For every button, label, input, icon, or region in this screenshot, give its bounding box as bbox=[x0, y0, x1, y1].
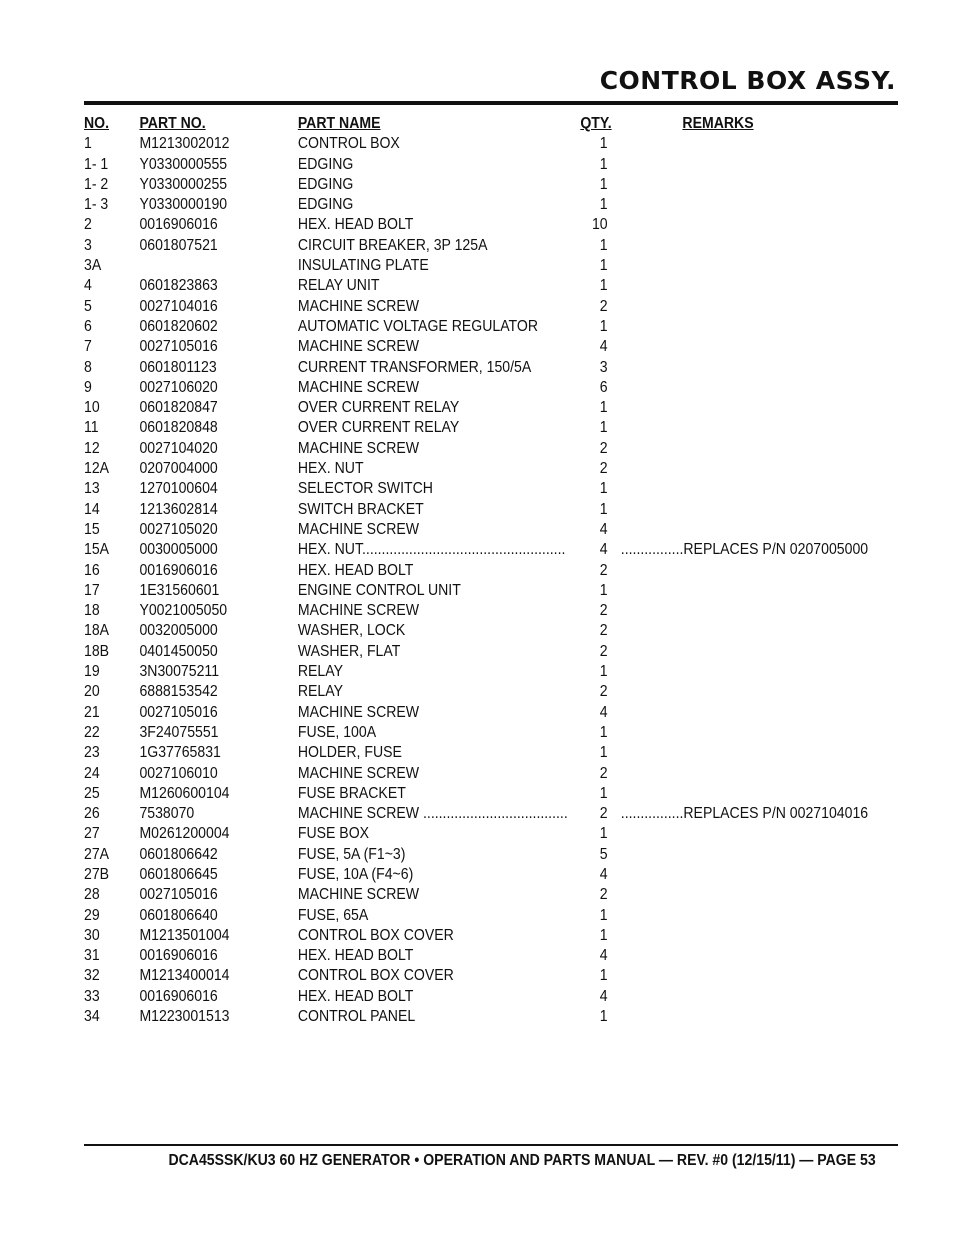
table-row bbox=[84, 601, 898, 621]
quantity: 2 bbox=[599, 805, 608, 823]
part-number: 0601807521 bbox=[139, 236, 218, 254]
table-row bbox=[84, 195, 898, 215]
title-rule bbox=[84, 101, 898, 105]
part-name: CIRCUIT BREAKER, 3P 125A bbox=[297, 236, 488, 254]
part-name: HEX. HEAD BOLT bbox=[297, 987, 414, 1005]
quantity: 1 bbox=[599, 480, 608, 498]
quantity: 1 bbox=[599, 317, 608, 335]
part-name: RELAY bbox=[297, 683, 343, 701]
part-number: 3F24075551 bbox=[139, 723, 219, 741]
quantity: 4 bbox=[599, 541, 608, 559]
part-number: 1G37765831 bbox=[139, 744, 221, 762]
item-number: 34 bbox=[84, 1008, 100, 1026]
page-footer: DCA45SSK/KU3 60 HZ GENERATOR • OPERATION AND PARTS MANUAL — REV. #0 (12/15/11) — PAGE 53 bbox=[168, 1152, 876, 1169]
part-number: 0016906016 bbox=[139, 561, 218, 579]
table-row bbox=[84, 520, 898, 540]
quantity: 5 bbox=[599, 845, 608, 863]
remarks: ................REPLACES P/N 0027104016 bbox=[620, 805, 869, 823]
item-number: 1 bbox=[84, 135, 92, 153]
part-number: 0027106010 bbox=[139, 764, 218, 782]
item-number: 31 bbox=[84, 947, 100, 965]
part-name: MACHINE SCREW bbox=[297, 439, 420, 457]
quantity: 2 bbox=[599, 622, 608, 640]
part-name: CONTROL BOX COVER bbox=[297, 926, 454, 944]
part-name: HOLDER, FUSE bbox=[297, 744, 402, 762]
table-row bbox=[84, 642, 898, 662]
part-number: 0027104020 bbox=[139, 439, 218, 457]
item-number: 20 bbox=[84, 683, 100, 701]
item-number: 30 bbox=[84, 926, 100, 944]
item-number: 12A bbox=[84, 460, 110, 478]
table-row bbox=[84, 723, 898, 743]
part-name: MACHINE SCREW ..................................... bbox=[297, 805, 568, 823]
table-row bbox=[84, 378, 898, 398]
part-number: 1E31560601 bbox=[139, 581, 220, 599]
item-number: 25 bbox=[84, 784, 100, 802]
header-part-name: PART NAME bbox=[297, 115, 381, 132]
part-name: FUSE, 65A bbox=[297, 906, 369, 924]
item-number: 15A bbox=[84, 541, 110, 559]
part-name: ENGINE CONTROL UNIT bbox=[297, 581, 461, 599]
part-number: 0027104016 bbox=[139, 297, 218, 315]
part-name: FUSE BOX bbox=[297, 825, 370, 843]
item-number: 16 bbox=[84, 561, 100, 579]
table-row bbox=[84, 784, 898, 804]
part-number: M0261200004 bbox=[139, 825, 230, 843]
table-row bbox=[84, 662, 898, 682]
item-number: 3 bbox=[84, 236, 92, 254]
item-number: 27 bbox=[84, 825, 100, 843]
part-number: 3N30075211 bbox=[139, 663, 220, 681]
table-row bbox=[84, 276, 898, 296]
part-number: 0027105016 bbox=[139, 886, 218, 904]
quantity: 6 bbox=[599, 378, 608, 396]
item-number: 27A bbox=[84, 845, 110, 863]
part-name: MACHINE SCREW bbox=[297, 378, 420, 396]
item-number: 1- 2 bbox=[84, 175, 109, 193]
page-title: CONTROL BOX ASSY. bbox=[599, 66, 896, 95]
part-name: MACHINE SCREW bbox=[297, 764, 420, 782]
item-number: 29 bbox=[84, 906, 100, 924]
table-row bbox=[84, 581, 898, 601]
part-number: 0601820602 bbox=[139, 317, 218, 335]
quantity: 4 bbox=[599, 947, 608, 965]
part-name: MACHINE SCREW bbox=[297, 602, 420, 620]
item-number: 18B bbox=[84, 642, 110, 660]
quantity: 4 bbox=[599, 987, 608, 1005]
quantity: 1 bbox=[599, 399, 608, 417]
quantity: 1 bbox=[599, 1008, 608, 1026]
part-name: MACHINE SCREW bbox=[297, 703, 420, 721]
item-number: 27B bbox=[84, 865, 110, 883]
quantity: 2 bbox=[599, 561, 608, 579]
table-row bbox=[84, 845, 898, 865]
header-part-no: PART NO. bbox=[139, 115, 206, 132]
part-name: FUSE, 10A (F4~6) bbox=[297, 865, 414, 883]
table-header bbox=[84, 114, 898, 134]
item-number: 10 bbox=[84, 399, 100, 417]
part-name: HEX. HEAD BOLT bbox=[297, 947, 414, 965]
part-name: HEX. HEAD BOLT bbox=[297, 216, 414, 234]
part-number: 0016906016 bbox=[139, 216, 218, 234]
item-number: 32 bbox=[84, 967, 100, 985]
quantity: 4 bbox=[599, 338, 608, 356]
part-name: FUSE, 100A bbox=[297, 723, 377, 741]
quantity: 1 bbox=[599, 784, 608, 802]
item-number: 1- 1 bbox=[84, 155, 109, 173]
quantity: 1 bbox=[599, 236, 608, 254]
remarks: ................REPLACES P/N 0207005000 bbox=[620, 541, 869, 559]
quantity: 1 bbox=[599, 155, 608, 173]
part-number: Y0330000255 bbox=[139, 175, 228, 193]
part-name: EDGING bbox=[297, 175, 354, 193]
item-number: 15 bbox=[84, 520, 100, 538]
table-row bbox=[84, 561, 898, 581]
table-row bbox=[84, 865, 898, 885]
item-number: 3A bbox=[84, 257, 102, 275]
part-number: M1223001513 bbox=[139, 1008, 230, 1026]
quantity: 1 bbox=[599, 257, 608, 275]
quantity: 2 bbox=[599, 602, 608, 620]
item-number: 4 bbox=[84, 277, 92, 295]
table-row bbox=[84, 418, 898, 438]
table-row bbox=[84, 439, 898, 459]
part-name: MACHINE SCREW bbox=[297, 338, 420, 356]
item-number: 19 bbox=[84, 663, 100, 681]
quantity: 10 bbox=[591, 216, 608, 234]
part-name: INSULATING PLATE bbox=[297, 257, 429, 275]
quantity: 2 bbox=[599, 886, 608, 904]
part-number: 6888153542 bbox=[139, 683, 218, 701]
part-name: RELAY bbox=[297, 663, 343, 681]
item-number: 21 bbox=[84, 703, 100, 721]
table-row bbox=[84, 743, 898, 763]
table-row bbox=[84, 824, 898, 844]
parts-table bbox=[84, 114, 898, 1027]
quantity: 2 bbox=[599, 642, 608, 660]
part-name: OVER CURRENT RELAY bbox=[297, 399, 460, 417]
part-name: AUTOMATIC VOLTAGE REGULATOR bbox=[297, 317, 539, 335]
table-row bbox=[84, 500, 898, 520]
item-number: 18A bbox=[84, 622, 110, 640]
item-number: 8 bbox=[84, 358, 92, 376]
item-number: 14 bbox=[84, 500, 100, 518]
part-number: M1213400014 bbox=[139, 967, 230, 985]
part-name: HEX. HEAD BOLT bbox=[297, 561, 414, 579]
table-body bbox=[84, 134, 898, 1027]
table-row bbox=[84, 398, 898, 418]
part-name: HEX. NUT bbox=[297, 460, 364, 478]
part-number: 0601801123 bbox=[139, 358, 217, 376]
part-number: 1270100604 bbox=[139, 480, 218, 498]
part-name: CURRENT TRANSFORMER, 150/5A bbox=[297, 358, 532, 376]
item-number: 13 bbox=[84, 480, 100, 498]
part-number: 0601820847 bbox=[139, 399, 218, 417]
item-number: 2 bbox=[84, 216, 92, 234]
part-number: 0027105016 bbox=[139, 703, 218, 721]
item-number: 12 bbox=[84, 439, 100, 457]
table-row bbox=[84, 540, 898, 560]
part-name: CONTROL BOX COVER bbox=[297, 967, 454, 985]
part-number: M1213501004 bbox=[139, 926, 230, 944]
part-number: 0601806640 bbox=[139, 906, 218, 924]
table-row bbox=[84, 682, 898, 702]
item-number: 17 bbox=[84, 581, 100, 599]
table-row bbox=[84, 358, 898, 378]
quantity: 2 bbox=[599, 460, 608, 478]
part-name: HEX. NUT.................................................... bbox=[297, 541, 566, 559]
quantity: 3 bbox=[599, 358, 608, 376]
part-number: 0030005000 bbox=[139, 541, 218, 559]
part-number: 0601806645 bbox=[139, 865, 218, 883]
item-number: 18 bbox=[84, 602, 100, 620]
table-row bbox=[84, 621, 898, 641]
part-number: 0601806642 bbox=[139, 845, 218, 863]
item-number: 26 bbox=[84, 805, 100, 823]
quantity: 1 bbox=[599, 277, 608, 295]
part-name: FUSE BRACKET bbox=[297, 784, 406, 802]
part-number: M1213002012 bbox=[139, 135, 230, 153]
table-row bbox=[84, 885, 898, 905]
part-name: MACHINE SCREW bbox=[297, 886, 420, 904]
table-row bbox=[84, 215, 898, 235]
quantity: 2 bbox=[599, 297, 608, 315]
part-name: RELAY UNIT bbox=[297, 277, 380, 295]
item-number: 11 bbox=[84, 419, 99, 437]
item-number: 5 bbox=[84, 297, 92, 315]
quantity: 1 bbox=[599, 906, 608, 924]
table-row bbox=[84, 987, 898, 1007]
part-number: 0016906016 bbox=[139, 947, 218, 965]
part-number: 0027105020 bbox=[139, 520, 218, 538]
table-row bbox=[84, 703, 898, 723]
item-number: 22 bbox=[84, 723, 100, 741]
quantity: 4 bbox=[599, 520, 608, 538]
quantity: 1 bbox=[599, 175, 608, 193]
table-row bbox=[84, 764, 898, 784]
header-remarks: REMARKS bbox=[682, 115, 754, 132]
quantity: 1 bbox=[599, 663, 608, 681]
quantity: 1 bbox=[599, 926, 608, 944]
item-number: 33 bbox=[84, 987, 100, 1005]
part-name: SELECTOR SWITCH bbox=[297, 480, 433, 498]
header-qty: QTY. bbox=[580, 115, 612, 132]
header-no: NO. bbox=[84, 115, 110, 132]
quantity: 2 bbox=[599, 764, 608, 782]
quantity: 1 bbox=[599, 500, 608, 518]
table-row bbox=[84, 804, 898, 824]
item-number: 9 bbox=[84, 378, 92, 396]
table-row bbox=[84, 317, 898, 337]
part-number: 7538070 bbox=[139, 805, 195, 823]
part-name: OVER CURRENT RELAY bbox=[297, 419, 460, 437]
part-number: 0027106020 bbox=[139, 378, 218, 396]
table-row bbox=[84, 337, 898, 357]
part-number: 0401450050 bbox=[139, 642, 218, 660]
part-number: 0032005000 bbox=[139, 622, 218, 640]
table-row bbox=[84, 459, 898, 479]
item-number: 1- 3 bbox=[84, 196, 109, 214]
item-number: 28 bbox=[84, 886, 100, 904]
table-row bbox=[84, 966, 898, 986]
item-number: 24 bbox=[84, 764, 100, 782]
part-name: MACHINE SCREW bbox=[297, 297, 420, 315]
part-number: Y0330000555 bbox=[139, 155, 228, 173]
table-row bbox=[84, 236, 898, 256]
quantity: 1 bbox=[599, 196, 608, 214]
table-row bbox=[84, 297, 898, 317]
part-name: WASHER, LOCK bbox=[297, 622, 406, 640]
quantity: 1 bbox=[599, 723, 608, 741]
item-number: 7 bbox=[84, 338, 92, 356]
item-number: 6 bbox=[84, 317, 92, 335]
table-row bbox=[84, 175, 898, 195]
table-row bbox=[84, 946, 898, 966]
table-row bbox=[84, 1007, 898, 1027]
part-number: 0601823863 bbox=[139, 277, 218, 295]
quantity: 1 bbox=[599, 967, 608, 985]
footer-rule bbox=[84, 1144, 898, 1146]
part-name: WASHER, FLAT bbox=[297, 642, 401, 660]
part-number: Y0021005050 bbox=[139, 602, 228, 620]
quantity: 4 bbox=[599, 703, 608, 721]
table-row bbox=[84, 256, 898, 276]
quantity: 2 bbox=[599, 683, 608, 701]
table-row bbox=[84, 926, 898, 946]
quantity: 1 bbox=[599, 744, 608, 762]
part-number: 0027105016 bbox=[139, 338, 218, 356]
part-name: MACHINE SCREW bbox=[297, 520, 420, 538]
part-name: FUSE, 5A (F1~3) bbox=[297, 845, 406, 863]
table-row bbox=[84, 479, 898, 499]
part-name: EDGING bbox=[297, 155, 354, 173]
table-row bbox=[84, 155, 898, 175]
quantity: 4 bbox=[599, 865, 608, 883]
quantity: 1 bbox=[599, 135, 608, 153]
part-number: 0601820848 bbox=[139, 419, 218, 437]
part-number: 0016906016 bbox=[139, 987, 218, 1005]
table-row bbox=[84, 134, 898, 154]
part-number: Y0330000190 bbox=[139, 196, 228, 214]
quantity: 1 bbox=[599, 419, 608, 437]
part-name: EDGING bbox=[297, 196, 354, 214]
part-number: 0207004000 bbox=[139, 460, 218, 478]
quantity: 1 bbox=[599, 825, 608, 843]
part-name: CONTROL BOX bbox=[297, 135, 400, 153]
part-name: CONTROL PANEL bbox=[297, 1008, 416, 1026]
part-number: M1260600104 bbox=[139, 784, 230, 802]
part-name: SWITCH BRACKET bbox=[297, 500, 424, 518]
quantity: 2 bbox=[599, 439, 608, 457]
quantity: 1 bbox=[599, 581, 608, 599]
item-number: 23 bbox=[84, 744, 100, 762]
table-row bbox=[84, 906, 898, 926]
part-number: 1213602814 bbox=[139, 500, 218, 518]
